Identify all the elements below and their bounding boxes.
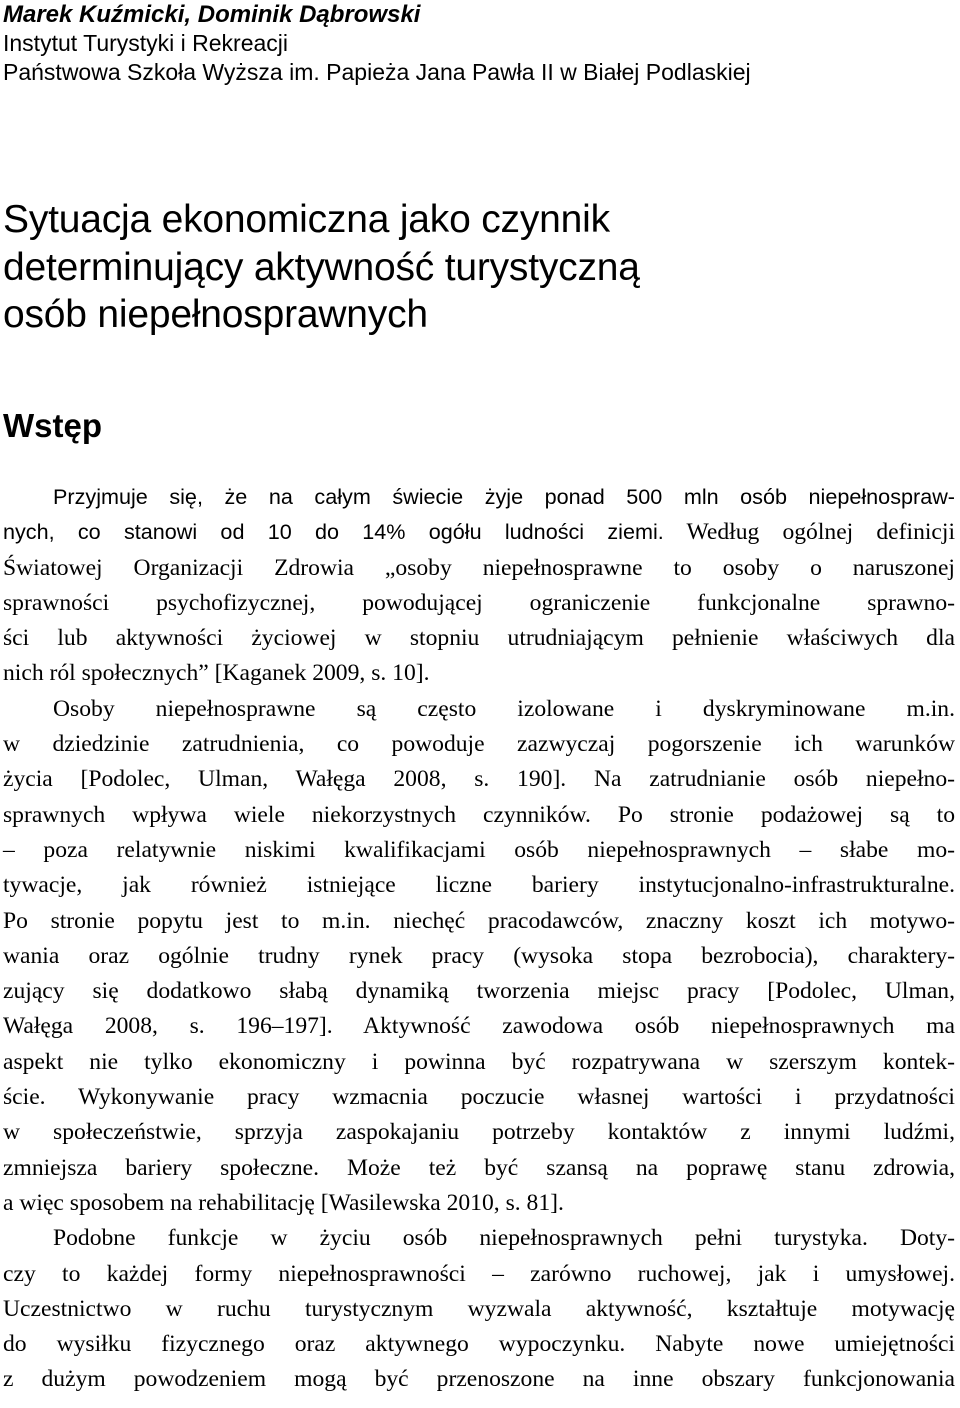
text-line: sprawności psychofizycznej, powodującej ograniczenie funkcjonalne sprawno-	[3, 589, 955, 616]
text-line: nich ról społecznych” [Kaganek 2009, s. 10].	[3, 660, 430, 687]
text-line: wania oraz ogólnie trudny rynek pracy (wysoka stopa bezrobocia), charaktery-	[3, 942, 955, 969]
text-line: zmniejsza bariery społeczne. Może też być szansą na poprawę stanu zdrowia,	[3, 1154, 955, 1181]
text-line: Przyjmuje się, że na całym świecie żyje ponad 500 mln osób niepełnospraw-	[53, 484, 955, 509]
text-line: Uczestnictwo w ruchu turystycznym wyzwala aktywność, kształtuje motywację	[3, 1295, 955, 1322]
text-line: Osoby niepełnosprawne są często izolowane i dyskryminowane m.in.	[53, 695, 955, 722]
text-line: w dziedzinie zatrudnienia, co powoduje zazwyczaj pogorszenie ich warunków	[3, 731, 955, 758]
authors: Marek Kuźmicki, Dominik Dąbrowski	[3, 1, 421, 28]
text-line: tywacje, jak również istniejące liczne bariery instytucjonalno-infrastrukturalne.	[3, 872, 955, 899]
body-text	[3, 479, 955, 1398]
text-line: – poza relatywnie niskimi kwalifikacjami osób niepełnosprawnych – słabe mo-	[3, 836, 955, 863]
text-line: Światowej Organizacji Zdrowia „osoby niepełnosprawne to osoby o naruszonej	[3, 554, 955, 581]
text-line	[3, 514, 955, 550]
text-line: ści lub aktywności życiowej w stopniu utrudniającym pełnienie właściwych dla	[3, 625, 955, 652]
text-line: do wysiłku fizycznego oraz aktywnego wypoczynku. Nabyte nowe umiejętności	[3, 1331, 955, 1358]
text-line: z dużym powodzeniem mogą być przenoszone na inne obszary funkcjonowania	[3, 1366, 955, 1393]
text-line-part-serif: Według ogólnej definicji	[663, 519, 955, 546]
text-line: czy to każdej formy niepełnosprawności – zarówno ruchowej, jak i umysłowej.	[3, 1260, 955, 1287]
text-line: życia [Podolec, Ulman, Wałęga 2008, s. 190]. Na zatrudnianie osób niepełno-	[3, 766, 955, 793]
text-line: sprawnych wpływa wiele niekorzystnych czynników. Po stronie podażowej są to	[3, 801, 955, 828]
text-line: Po stronie popytu jest to m.in. niechęć pracodawców, znaczny koszt ich motywo-	[3, 907, 955, 934]
text-line: Wałęga 2008, s. 196–197]. Aktywność zawodowa osób niepełnosprawnych ma	[3, 1013, 955, 1040]
title-line-1: Sytuacja ekonomiczna jako czynnik	[3, 198, 610, 241]
text-line: Podobne funkcje w życiu osób niepełnosprawnych pełni turystyka. Doty-	[53, 1225, 955, 1252]
text-line: w społeczeństwie, sprzyja zaspokajaniu potrzeby kontaktów z innymi ludźmi,	[3, 1119, 955, 1146]
article-title	[3, 196, 955, 339]
text-line: ście. Wykonywanie pracy wzmacnia poczucie własnej wartości i przydatności	[3, 1084, 955, 1111]
text-line: a więc sposobem na rehabilitację [Wasilewska 2010, s. 81].	[3, 1189, 564, 1216]
document-page	[3, 0, 955, 1393]
text-line: aspekt nie tylko ekonomiczny i powinna być rozpatrywana w szerszym kontek-	[3, 1048, 955, 1075]
text-line: zujący się dodatkowo słabą dynamiką tworzenia miejsc pracy [Podolec, Ulman,	[3, 978, 955, 1005]
section-heading: Wstęp	[3, 407, 102, 444]
title-line-2: determinujący aktywność turystyczną	[3, 245, 640, 289]
title-line-3: osób niepełnosprawnych	[3, 293, 428, 336]
school-name: Państwowa Szkoła Wyższa im. Papieża Jana Pawła II w Białej Podlaskiej	[3, 59, 751, 85]
institute-name: Instytut Turystyki i Rekreacji	[3, 30, 289, 56]
text-line-part-sans: nych, co stanowi od 10 do 14% ogółu ludności ziemi.	[3, 519, 664, 545]
